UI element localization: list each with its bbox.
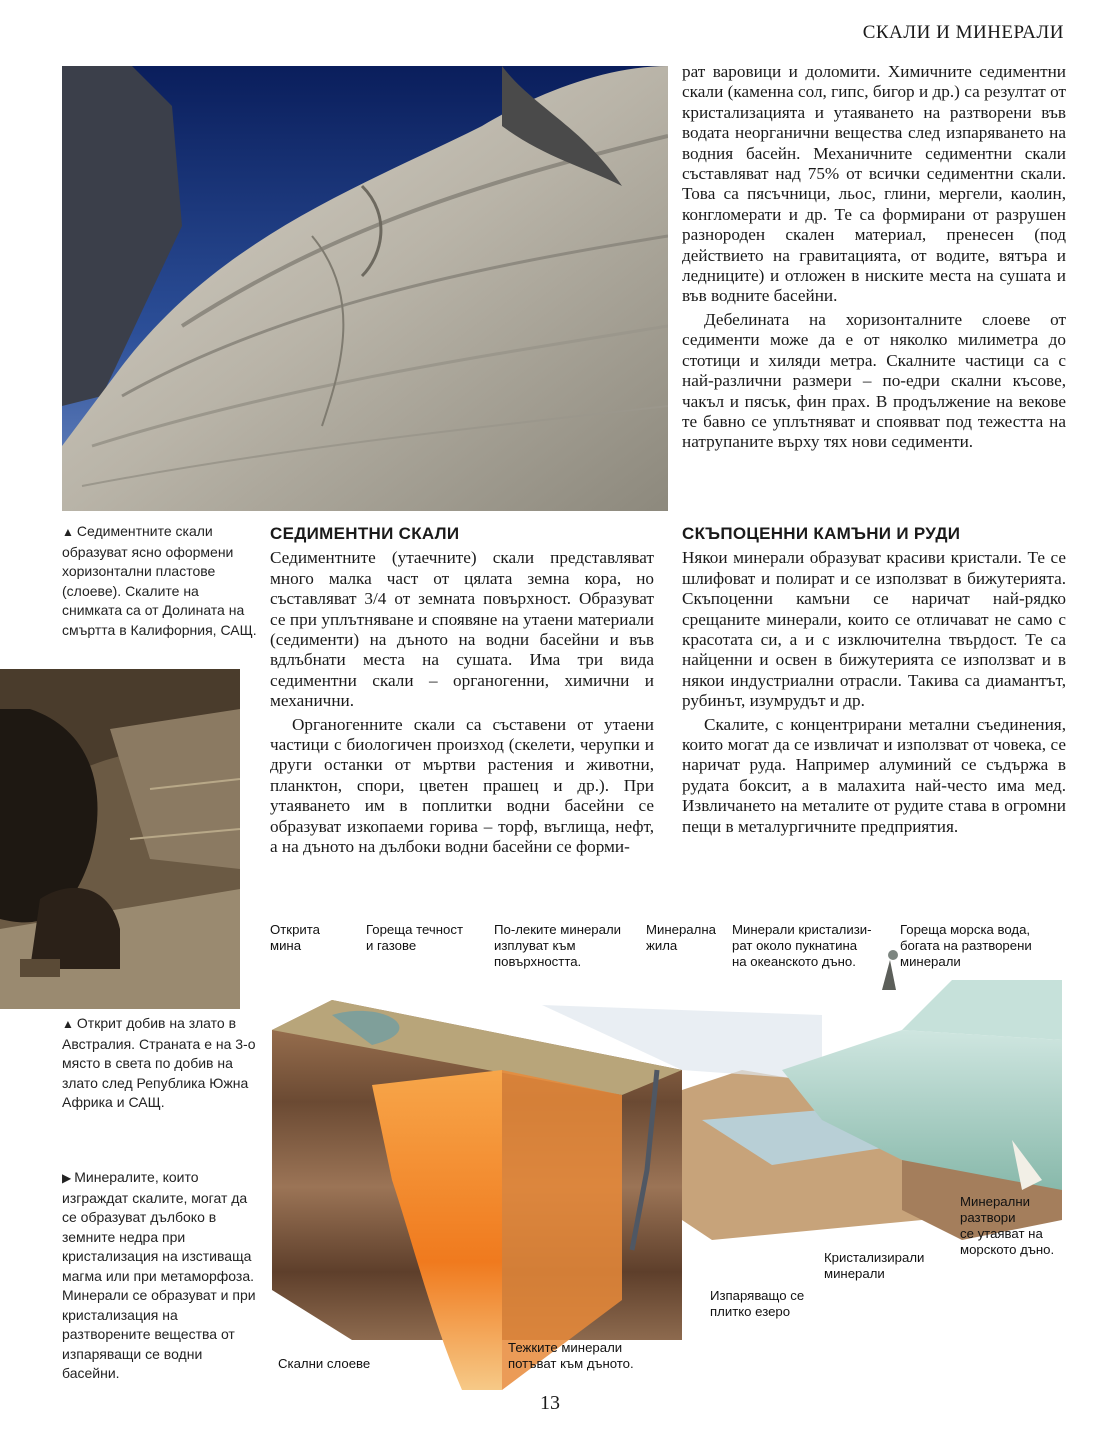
label-lighter-minerals: По-леките минерали изплуват към повърхността.: [494, 922, 622, 969]
label-heavy-minerals: Тежките минерали потъват към дъното.: [508, 1340, 634, 1371]
label-crystallized-minerals: Кристализирали минерали: [824, 1250, 925, 1281]
caption-minerals: [62, 1168, 262, 1384]
label-hot-seawater: Гореща морска вода, богата на разтворени минерали: [900, 922, 1032, 969]
right-triangle-icon: ▶: [62, 1171, 72, 1185]
paragraph: Някои минерали образуват красиви кристали. Те се шлифоват и полират и се използват в бижутерията. Скъпоценни камъни се наричат най-рядко срещаните минерали, които се отличават не само с красотата си, а и с изключителна твърдост. Те са найценни и освен в бижутерията се използват и в някои индустриални отрасли. Такива са диамантът, рубинът, изумрудът и др.: [682, 548, 1066, 711]
label-evaporating-lake: Изпаряващо се плитко езеро: [710, 1288, 805, 1319]
caption-text: Открит добив на злато в Австралия. Страната е на 3-о място в света по добив на злато след Република Южна Африка и САЩ.: [62, 1015, 256, 1110]
text-column-right-top: [682, 62, 1066, 456]
caption-gold-mine: [62, 1014, 262, 1113]
section-heading: СЕДИМЕНТНИ СКАЛИ: [270, 524, 460, 543]
paragraph: Органогенните скали са съставени от утаени частици с биологичен произход (скелети, черупки и други останки от мъртви растения и животни, планктон, спори, цветен прашец и др.). При утаяването им в поплитки водни басейни се образуват изкопаеми горива – торф, въглища, нефт, а на дъното на дълбоки водни басейни се форми-: [270, 714, 654, 857]
paragraph: Седиментните (утаечните) скали представляват много малка част от цялата земна кора, но съставляват 3/4 от земната повърхност. Образуват се при уплътняване и споявяне на утаени материали (седименти) на дъното на водни басейни и във вдлъбнати места на сушата. Има три вида седиментни скали – органогенни, химични и механични.: [270, 548, 654, 711]
gold-mine-photo: [0, 669, 240, 1009]
text-column-sedimentary: [270, 524, 654, 861]
running-title: СКАЛИ И МИНЕРАЛИ: [862, 22, 1064, 43]
paragraph: Дебелината на хоризонталните слоеве от седименти може да е от няколко милиметра до стотици и хиляди метра. Скалните частици са с най-различни размери – по-едри скални късове, чакъл и пясък, фин прах. В продължение на векове те бавно се уплътняват и споявват под тежестта на натрупаните върху тях нови седименти.: [682, 309, 1066, 452]
paragraph: рат варовици и доломити. Химичните седиментни скали (каменна сол, гипс, бигор и др.) са резултат от кристализацията и утаяването на разтворени във водата неорганични вещества след изпаряването на водния басейн. Механичните седиментни скали съставляват над 75% от всички седиментни скали. Това са пясъчници, льос, глини, мергели, каолин, конгломерати и др. Те са формирани от разрушен разнороден скален материал, пренесен (под действието на гравитацията, от водите, вятъра и ледниците) и отложен в ниските места на сушата и във водните басейни.: [682, 62, 1066, 306]
up-triangle-icon: ▲: [62, 525, 74, 539]
paragraph: Скалите, с концентрирани метални съединения, които могат да се извличат и използват от човека, се наричат руда. Например алуминий се съдържа в рудата боксит, а в малахита най-често има мед. Извличането на металите от рудите става в огромни пещи в металургичните предприятия.: [682, 714, 1066, 836]
diagram-illustration: [262, 920, 1092, 1390]
caption-text: Минералите, които изграждат скалите, могат да се образуват дълбоко в земните недра при кристализация на изстиваща магма или при метаморфоза. Минерали се образуват и при кристализация на разтворените вещества от изпаряващи се водни басейни.: [62, 1169, 256, 1381]
caption-sedimentary-rocks: [62, 522, 262, 640]
up-triangle-icon: ▲: [62, 1017, 74, 1031]
text-column-gems: [682, 524, 1066, 840]
page-number: 13: [540, 1392, 560, 1414]
label-mineral-vein: Минерална жила: [646, 922, 716, 953]
label-open-mine: Открита мина: [270, 922, 320, 953]
label-crystallize-ocean-floor: Минерали кристализи- рат около пукнатина на океанското дъно.: [732, 922, 872, 969]
caption-text: Седиментните скали образуват ясно оформени хоризонтални пластове (слоеве). Скалите на снимката са от Долината на смъртта в Калифорния, САЩ.: [62, 523, 257, 638]
label-hot-fluid: Гореща течност и газове: [366, 922, 464, 953]
mineral-formation-diagram: [262, 920, 1092, 1390]
label-rock-layers: Скални слоеве: [278, 1356, 371, 1371]
sedimentary-rocks-photo: [62, 66, 668, 511]
label-mineral-solutions: Минерални разтвори се утаяват на морското дъно.: [960, 1194, 1055, 1257]
section-heading: СКЪПОЦЕННИ КАМЪНИ И РУДИ: [682, 524, 961, 543]
